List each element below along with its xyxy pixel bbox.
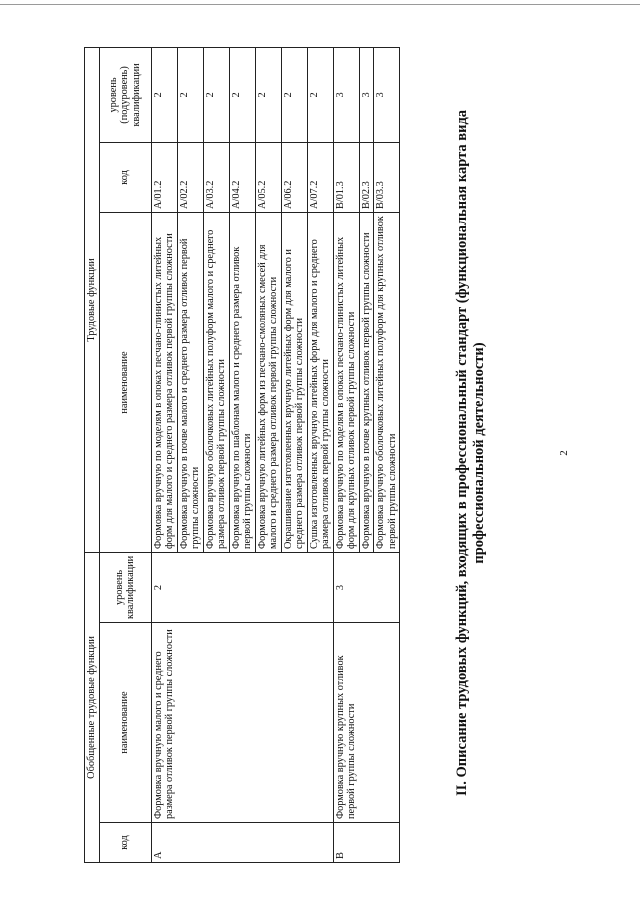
function-code: A/04.2 [229, 142, 255, 212]
functional-map-table [84, 47, 400, 863]
heading-line-1: II. Описание трудовых функций, входящих в профессиональный стандарт (функциональная карта вида [454, 109, 470, 797]
function-code: A/06.2 [281, 142, 307, 212]
function-name: Формовка вручную литейных форм из песчано-смоляных смесей для малого и среднего размера отливок первой группы сложности [255, 212, 281, 552]
function-name: Формовка вручную оболочковых литейных полуформ малого и среднего размера отливок первой группы сложности [203, 212, 229, 552]
function-name: Сушка изготовленных вручную литейных форм для малого и среднего размера отливок первой группы сложности [307, 212, 333, 552]
function-code: A/03.2 [203, 142, 229, 212]
header-row-1 [85, 47, 100, 862]
function-code: B/01.3 [333, 142, 359, 212]
page-number: 2 [558, 450, 570, 456]
group-code: А [151, 823, 333, 863]
function-code: B/03.3 [374, 142, 400, 212]
function-level: 3 [333, 47, 359, 142]
function-level: 2 [151, 47, 177, 142]
function-name: Формовка вручную оболочковых литейных полуформ для крупных отливок первой группы сложности [374, 212, 400, 552]
function-name: Формовка вручную по моделям в опоках песчано-глинистых литейных форм для крупных отливок первой группы сложности [333, 212, 359, 552]
function-code: A/01.2 [151, 142, 177, 212]
function-level: 2 [229, 47, 255, 142]
header-level: уровень квалификации [99, 552, 151, 622]
function-name: Формовка вручную по шаблонам малого и среднего размера отливок первой группы сложности [229, 212, 255, 552]
function-code: A/02.2 [177, 142, 203, 212]
scan-top-edge [0, 4, 640, 5]
header-function-name: наименование [99, 212, 151, 552]
function-level: 3 [374, 47, 400, 142]
rotated-page [24, 38, 609, 868]
function-level: 2 [307, 47, 333, 142]
table-row [333, 47, 359, 862]
group-name: Формовка вручную крупных отливок первой группы сложности [333, 623, 400, 823]
header-name: наименование [99, 623, 151, 823]
function-level: 2 [203, 47, 229, 142]
function-level: 2 [255, 47, 281, 142]
function-name: Формовка вручную в почве крупных отливок первой группы сложности [359, 212, 374, 552]
function-level: 2 [177, 47, 203, 142]
header-code: код [99, 823, 151, 863]
header-sublevel: уровень (подуровень) квалификации [99, 47, 151, 142]
group-level: 3 [333, 552, 400, 622]
header-function-code: код [99, 142, 151, 212]
group-name: Формовка вручную малого и среднего размера отливок первой группы сложности [151, 623, 333, 823]
table-body [151, 47, 400, 862]
function-name: Формовка вручную по моделям в опоках песчано-глинистых литейных форм для малого и среднего размера отливок первой группы сложности [151, 212, 177, 552]
function-name: Формовка вручную в почве малого и среднего размера отливок первой группы сложности [177, 212, 203, 552]
function-code: B/02.3 [359, 142, 374, 212]
function-name: Окрашивание изготовленных вручную литейных форм для малого и среднего размера отливок первой группы сложности [281, 212, 307, 552]
function-code: A/07.2 [307, 142, 333, 212]
function-level: 2 [281, 47, 307, 142]
section-heading [454, 38, 488, 868]
header-generalized-functions: Обобщенные трудовые функции [85, 552, 100, 862]
header-row-2 [99, 47, 151, 862]
table-row [151, 47, 177, 862]
function-code: A/05.2 [255, 142, 281, 212]
function-level: 3 [359, 47, 374, 142]
header-labor-functions: Трудовые функции [85, 47, 100, 552]
group-code: В [333, 823, 400, 863]
heading-line-2: профессиональной деятельности) [471, 342, 487, 564]
group-level: 2 [151, 552, 333, 622]
